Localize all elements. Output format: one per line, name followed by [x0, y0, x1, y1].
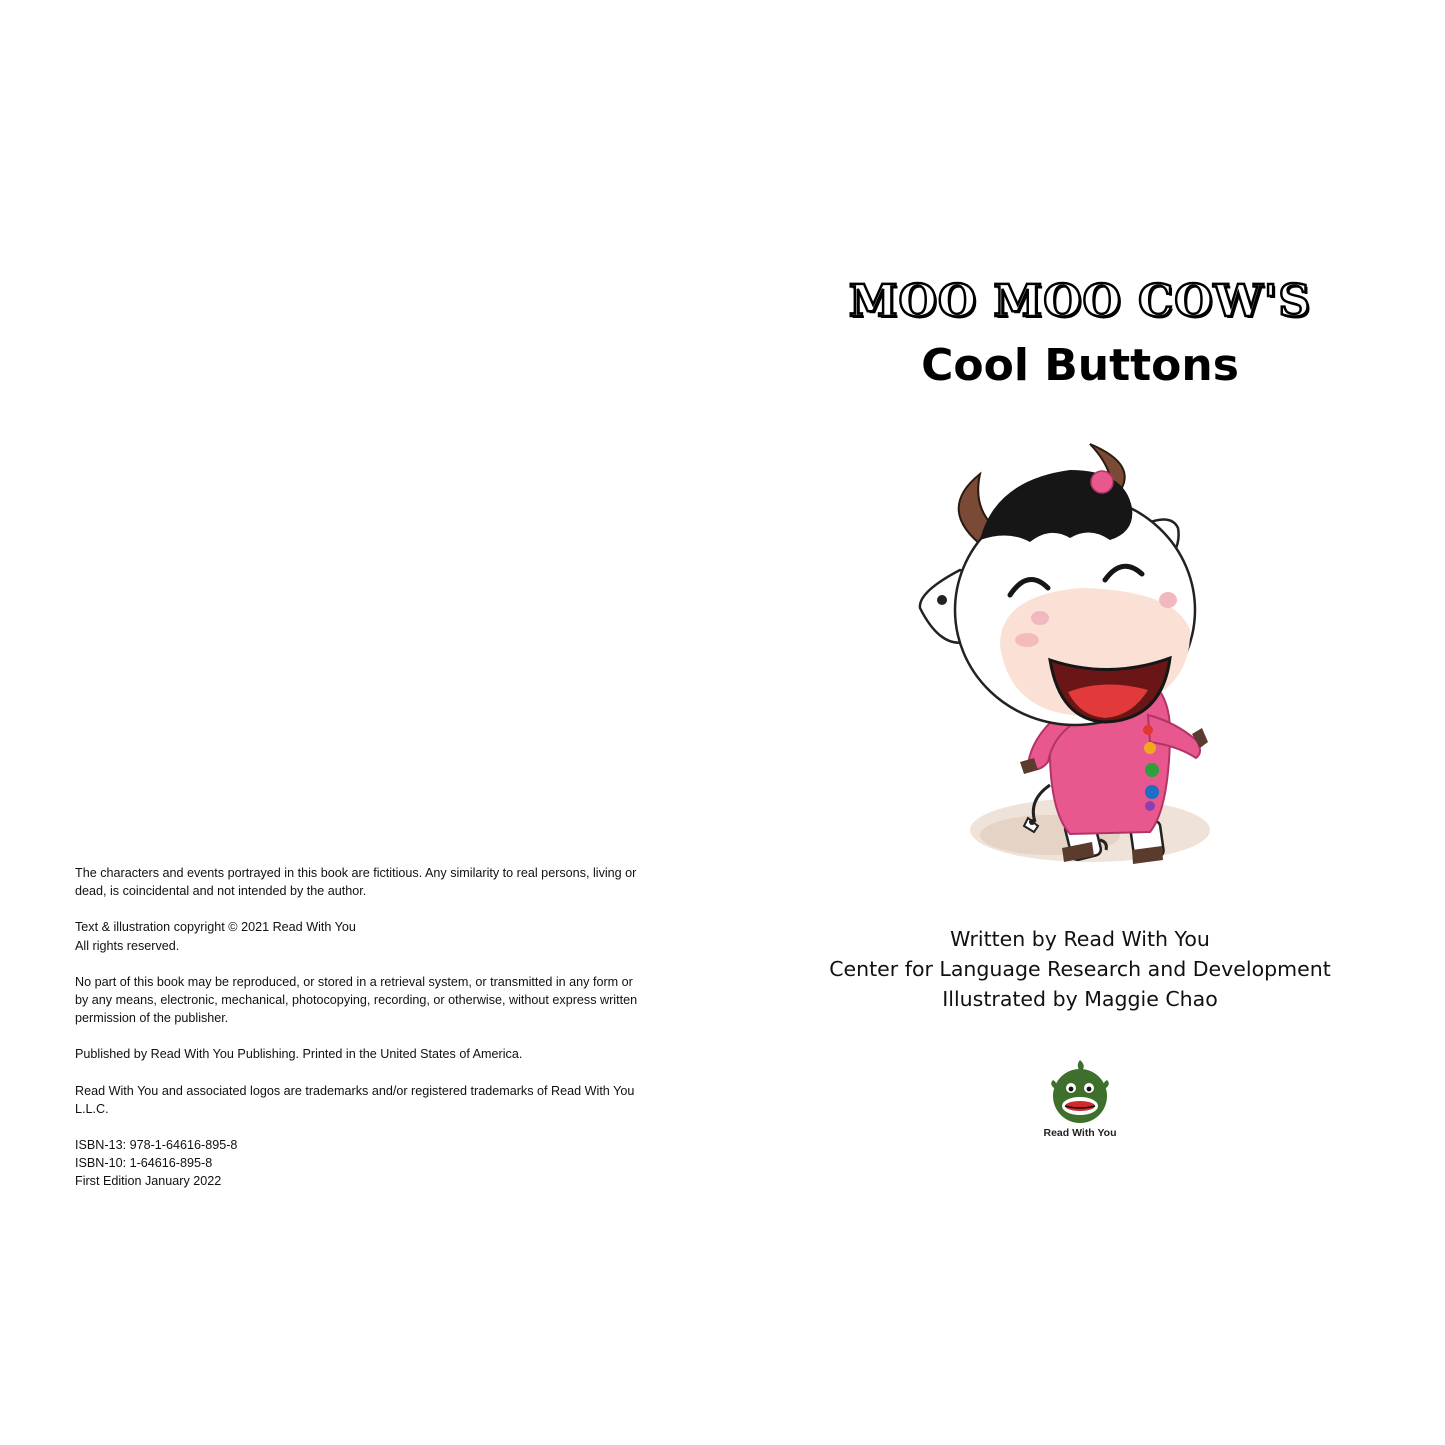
illustrator-line: Illustrated by Maggie Chao [942, 987, 1218, 1011]
copyright-line: Published by Read With You Publishing. Printed in the United States of America. [75, 1047, 523, 1062]
read-with-you-logo-icon [1049, 1058, 1111, 1124]
copyright-line: L.L.C. [75, 1101, 109, 1116]
author-line: Written by Read With You [950, 927, 1210, 951]
copyright-line: dead, is coincidental and not intended by the author. [75, 884, 367, 899]
copyright-paragraph-rights [75, 918, 675, 954]
copyright-line: permission of the publisher. [75, 1011, 229, 1026]
book-title: Cool Buttons [921, 340, 1239, 391]
edition: First Edition January 2022 [75, 1174, 222, 1189]
copyright-line: Read With You and associated logos are trademarks and/or registered trademarks of Read With You [75, 1083, 635, 1098]
cow-character-illustration [900, 430, 1270, 900]
book-series-title: MOO MOO COW'S [848, 276, 1312, 327]
copyright-line: The characters and events portrayed in this book are fictitious. Any similarity to real persons, living or [75, 866, 637, 880]
copyright-line: No part of this book may be reproduced, or stored in a retrieval system, or transmitted in any form or [75, 974, 633, 989]
copyright-paragraph-disclaimer [75, 864, 675, 900]
isbn-10: ISBN-10: 1-64616-895-8 [75, 1156, 213, 1171]
copyright-block [75, 864, 675, 1191]
isbn-13: ISBN-13: 978-1-64616-895-8 [75, 1138, 238, 1153]
logo-text: Read With You [1043, 1127, 1117, 1139]
copyright-paragraph-publisher [75, 1045, 675, 1063]
copyright-line: by any means, electronic, mechanical, photocopying, recording, or otherwise, without express written [75, 993, 638, 1008]
copyright-paragraph-isbn [75, 1136, 675, 1191]
copyright-line: Text & illustration copyright © 2021 Read With You [75, 920, 356, 935]
copyright-paragraph-reproduction [75, 973, 675, 1028]
copyright-paragraph-trademarks [75, 1082, 675, 1118]
copyright-line: All rights reserved. [75, 938, 180, 953]
publisher-logo [1028, 1058, 1132, 1139]
organization-line: Center for Language Research and Development [829, 957, 1331, 981]
credits-block [790, 924, 1370, 1014]
